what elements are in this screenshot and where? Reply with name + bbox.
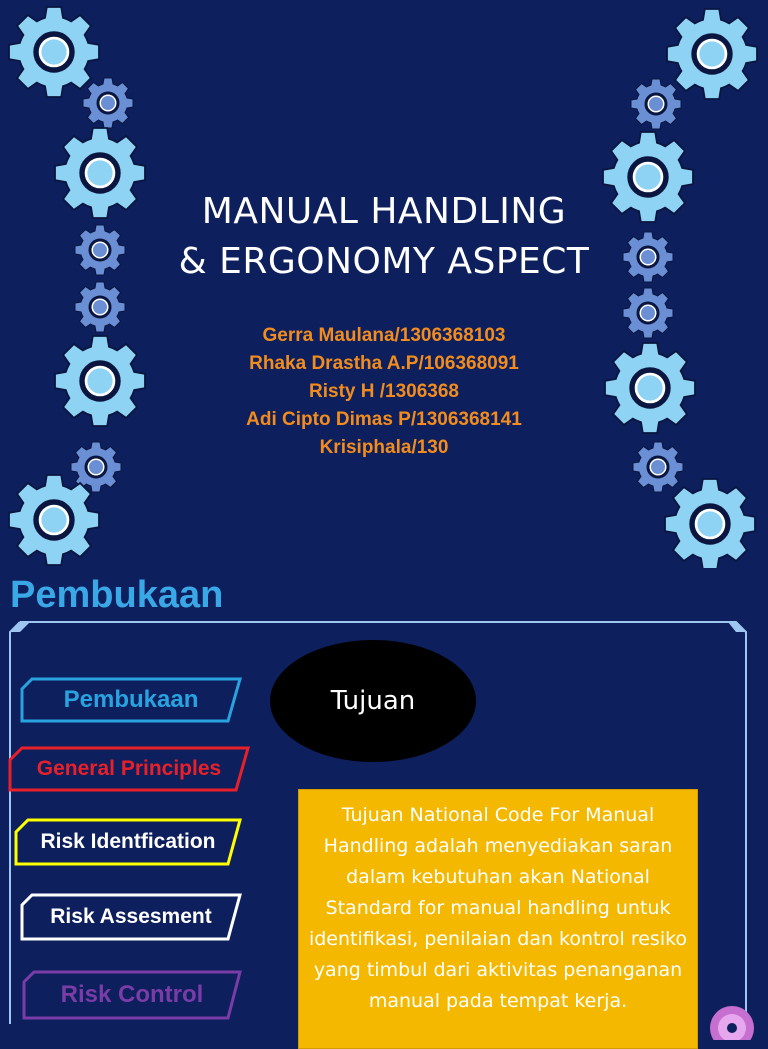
nav-label: Risk Identfication — [40, 830, 216, 853]
title-line-2: & ERGONOMY ASPECT — [178, 241, 590, 282]
section-title: Pembukaan — [10, 574, 224, 616]
nav-button-risk-identification[interactable] — [14, 818, 242, 866]
tujuan-oval — [270, 640, 476, 762]
title-line-1: MANUAL HANDLING — [201, 191, 567, 232]
nav-button-pembukaan[interactable] — [20, 677, 242, 723]
gear-icon — [667, 9, 757, 99]
gear-icon — [631, 79, 681, 129]
oval-label: Tujuan — [330, 686, 416, 716]
slide-title — [0, 187, 768, 287]
nav-label: Risk Control — [60, 981, 204, 1008]
cd-icon — [706, 1000, 766, 1040]
author-item: Risty H /1306368 — [309, 381, 459, 402]
nav-button-general-principles[interactable] — [8, 746, 250, 792]
author-item: Krisiphala/130 — [319, 437, 449, 458]
author-list — [0, 322, 768, 462]
nav-button-risk-assesment[interactable] — [20, 893, 242, 941]
gear-icon — [83, 78, 133, 128]
description-box — [298, 789, 698, 1049]
author-item: Gerra Maulana/1306368103 — [262, 325, 506, 346]
gear-icon — [9, 475, 99, 565]
gear-icon — [665, 479, 755, 568]
nav-label: Pembukaan — [63, 686, 199, 713]
gear-icon — [9, 7, 99, 97]
nav-label: Risk Assesment — [50, 905, 212, 928]
nav-button-risk-control[interactable] — [22, 970, 242, 1020]
description-text: Tujuan National Code For Manual Handling adalah menyediakan saran dalam kebutuhan akan National Standard for manual handling untuk identifikasi, penilaian dan kontrol resiko yang timbul dari aktivitas penanganan manual pada tempat kerja. — [308, 804, 688, 1012]
nav-label: General Principles — [36, 757, 222, 780]
author-item: Adi Cipto Dimas P/1306368141 — [246, 409, 522, 430]
author-item: Rhaka Drastha A.P/106368091 — [249, 353, 519, 374]
